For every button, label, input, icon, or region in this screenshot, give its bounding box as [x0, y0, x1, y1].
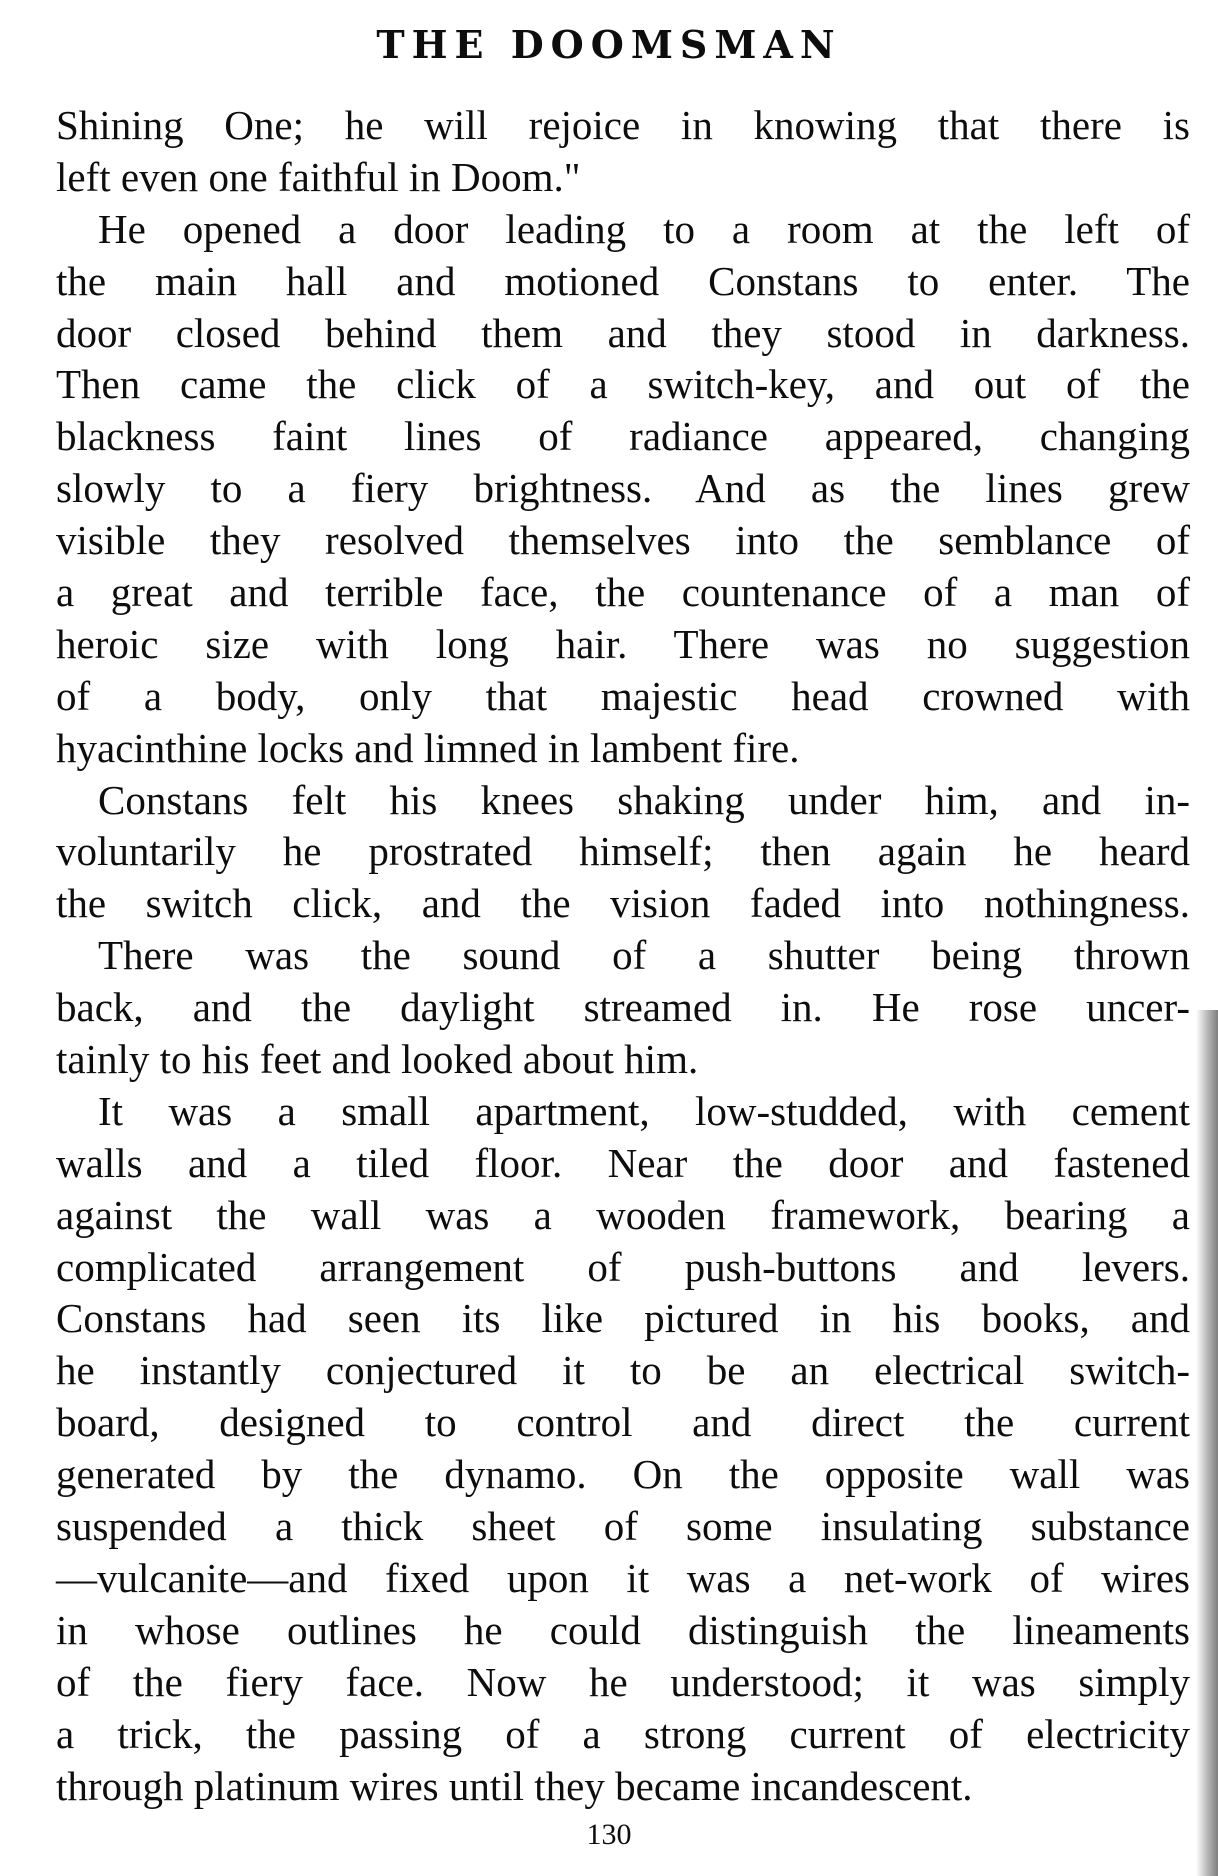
page-number: 130 — [586, 1818, 632, 1851]
text-line: heroic size with long hair. There was no suggestion — [56, 620, 1190, 667]
text-line: he instantly conjectured it to be an electrical switch- — [56, 1347, 1190, 1394]
text-line: of a body, only that majestic head crowned with — [56, 672, 1190, 719]
text-line: against the wall was a wooden framework, bearing a — [56, 1191, 1190, 1238]
text-line: blackness faint lines of radiance appeared, changing — [56, 413, 1190, 460]
text-line: in whose outlines he could distinguish the lineaments — [56, 1606, 1190, 1653]
body-text — [56, 100, 1190, 1812]
text-line: visible they resolved themselves into the semblance of — [56, 517, 1190, 564]
text-line: suspended a thick sheet of some insulating substance — [56, 1503, 1190, 1550]
text-line: complicated arrangement of push-buttons and levers. — [56, 1243, 1190, 1290]
text-line: hyacinthine locks and limned in lambent fire. — [56, 724, 800, 771]
text-line: Constans had seen its like pictured in his books, and — [56, 1295, 1190, 1342]
text-line: door closed behind them and they stood in darkness. — [56, 309, 1190, 356]
text-line: generated by the dynamo. On the opposite wall was — [56, 1451, 1190, 1498]
text-line: tainly to his feet and looked about him. — [56, 1036, 699, 1083]
text-line: It was a small apartment, low-studded, with cement — [98, 1087, 1190, 1134]
text-line: —vulcanite—and fixed upon it was a net-work of wires — [56, 1554, 1190, 1601]
text-line: a great and terrible face, the countenance of a man of — [56, 569, 1190, 616]
running-head: THE DOOMSMAN — [376, 22, 842, 67]
text-line: voluntarily he prostrated himself; then again he heard — [56, 828, 1190, 875]
page-edge-shadow — [1196, 1010, 1218, 1876]
text-line: Constans felt his knees shaking under him, and in- — [98, 776, 1190, 823]
text-line: There was the sound of a shutter being thrown — [98, 932, 1190, 979]
text-line: board, designed to control and direct the current — [56, 1399, 1190, 1446]
text-line: slowly to a fiery brightness. And as the lines grew — [56, 465, 1190, 512]
text-line: walls and a tiled floor. Near the door and fastened — [56, 1139, 1190, 1186]
text-line: He opened a door leading to a room at the left of — [98, 205, 1190, 252]
text-line: back, and the daylight streamed in. He rose uncer- — [56, 984, 1190, 1031]
text-line: the main hall and motioned Constans to enter. The — [56, 257, 1190, 304]
text-line: of the fiery face. Now he understood; it was simply — [56, 1658, 1190, 1705]
text-line: left even one faithful in Doom." — [56, 153, 581, 200]
text-line: Then came the click of a switch-key, and out of the — [56, 361, 1190, 408]
text-line: the switch click, and the vision faded into nothingness. — [56, 880, 1190, 927]
text-line: Shining One; he will rejoice in knowing that there is — [56, 102, 1190, 148]
text-line: a trick, the passing of a strong current of electricity — [56, 1710, 1190, 1757]
text-line: through platinum wires until they became incandescent. — [56, 1762, 973, 1809]
